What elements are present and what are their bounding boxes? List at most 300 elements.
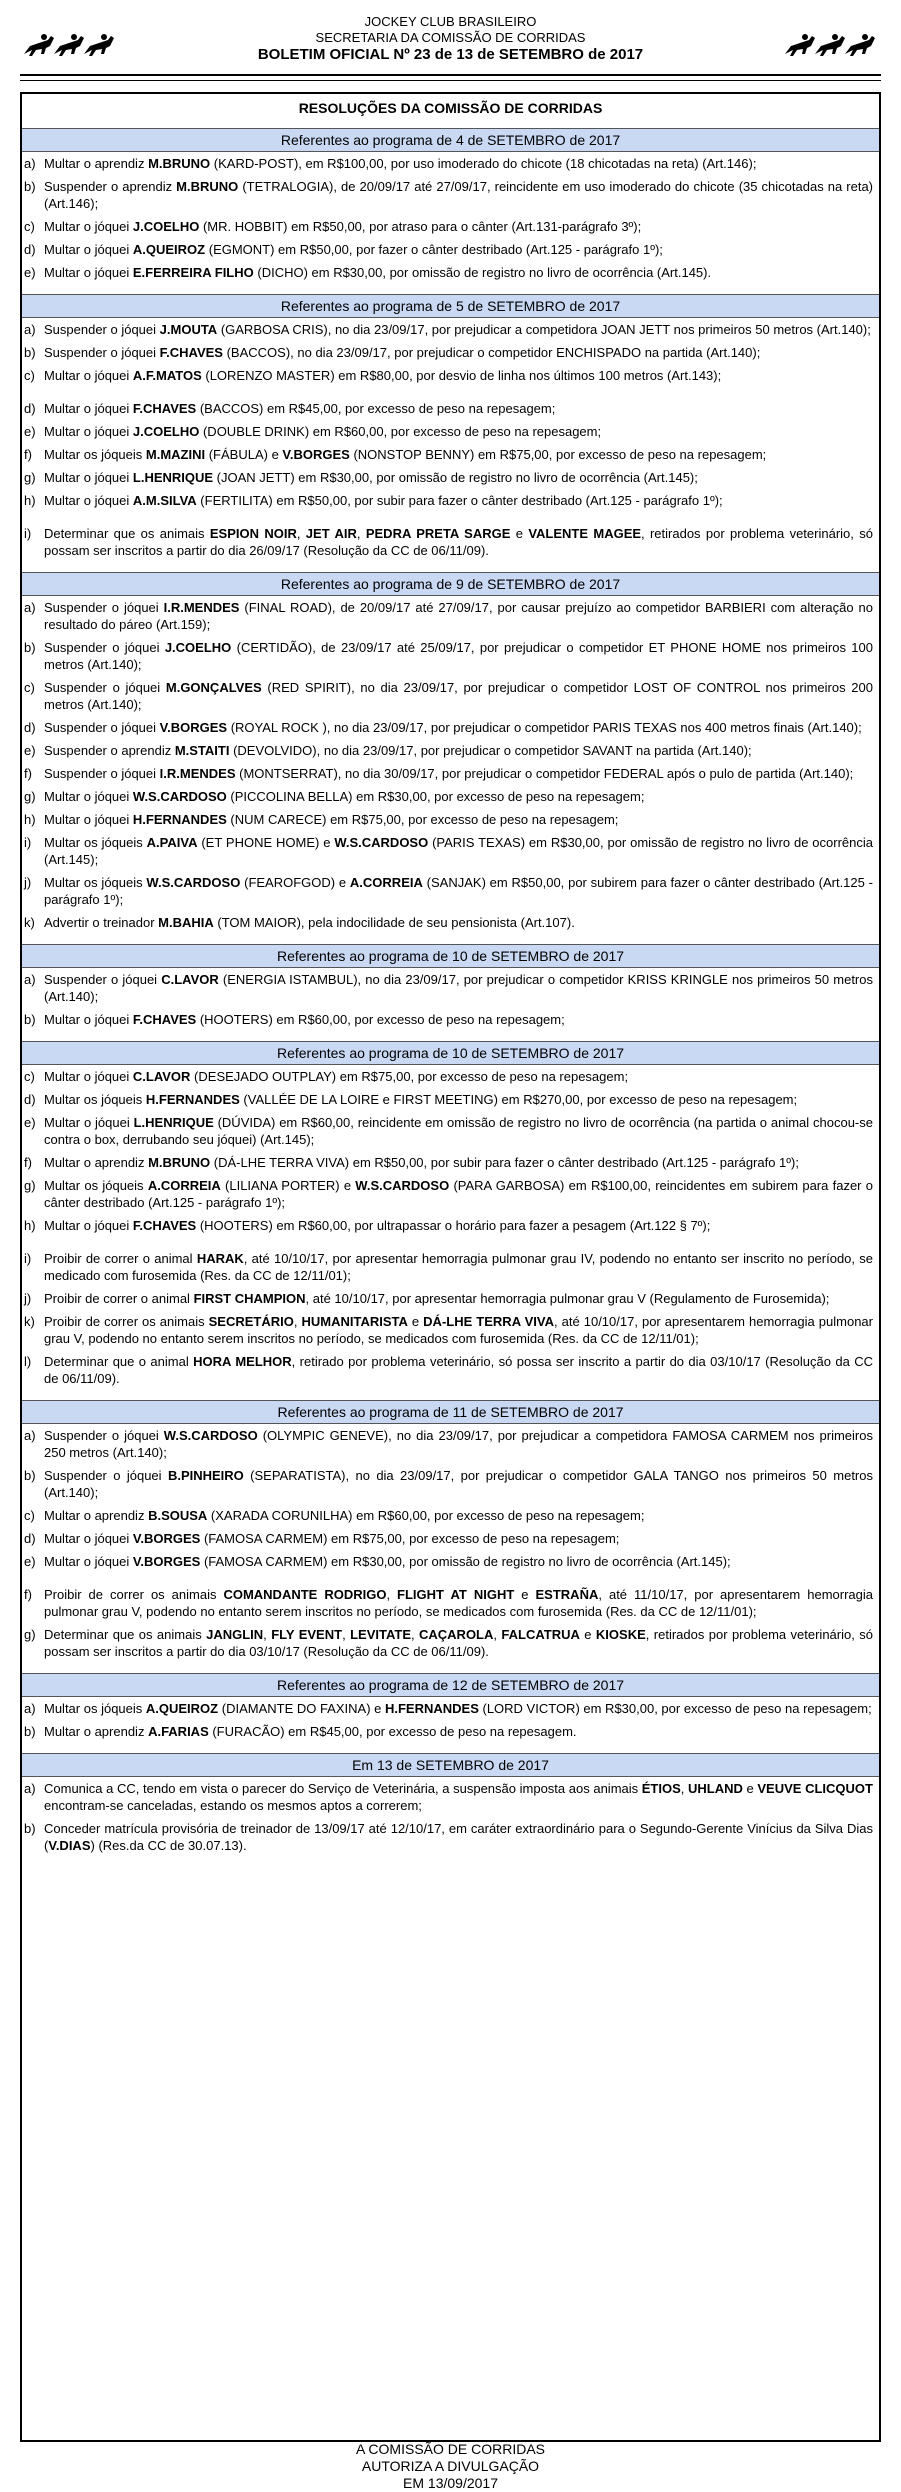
- highlighted-name: A.CORREIA: [147, 1178, 221, 1193]
- item-spacer: [22, 1237, 879, 1247]
- highlighted-name: W.S.CARDOSO: [334, 835, 429, 850]
- text-run: (DIAMANTE DO FAXINA) e: [218, 1701, 385, 1716]
- item-text: [44, 811, 873, 828]
- resolution-item: [22, 831, 879, 871]
- resolution-item: [22, 1720, 879, 1743]
- highlighted-name: B.SOUSA: [148, 1508, 208, 1523]
- resolution-item: [22, 1697, 879, 1720]
- highlighted-name: FLIGHT AT NIGHT: [397, 1587, 515, 1602]
- text-run: encontram-se canceladas, estando os mesmos aptos a correrem;: [44, 1798, 422, 1813]
- text-run: (TOM MAIOR), pela indocilidade de seu pensionista (Art.107).: [213, 915, 575, 930]
- resolution-item: [22, 1424, 879, 1464]
- text-run: (FAMOSA CARMEM) em R$30,00, por omissão de registro no livro de ocorrência (Art.145);: [200, 1554, 731, 1569]
- text-run: (HOOTERS) em R$60,00, por ultrapassar o horário para fazer a pesagem (Art.122 § 7º);: [196, 1218, 711, 1233]
- item-label: f): [24, 1587, 32, 1602]
- text-run: (MR. HOBBIT) em R$50,00, por atraso para o cânter (Art.131-parágrafo 3º);: [199, 219, 642, 234]
- item-text: [44, 367, 873, 384]
- item-text: [44, 1177, 873, 1211]
- item-text: [44, 834, 873, 868]
- item-text: [44, 446, 873, 463]
- text-run: e: [742, 1781, 758, 1796]
- org-name: JOCKEY CLUB BRASILEIRO: [364, 14, 537, 29]
- text-run: ,: [356, 526, 366, 541]
- highlighted-name: V.BORGES: [132, 1554, 201, 1569]
- resolution-item: [22, 871, 879, 911]
- footer-line-3: EM 13/09/2017: [403, 2475, 498, 2491]
- highlighted-name: SECRETÁRIO: [208, 1314, 294, 1329]
- resolution-item: [22, 261, 879, 284]
- text-run: Multar o aprendiz: [44, 1508, 149, 1523]
- resolution-item: [22, 676, 879, 716]
- highlighted-name: M.BRUNO: [176, 179, 239, 194]
- text-run: Suspender o jóquei: [44, 972, 162, 987]
- header-divider: [20, 74, 881, 76]
- item-text: [44, 469, 873, 486]
- highlighted-name: C.LAVOR: [161, 972, 219, 987]
- text-run: e: [510, 526, 529, 541]
- item-label: a): [24, 322, 36, 337]
- item-label: c): [24, 680, 35, 695]
- text-run: ,: [293, 1314, 302, 1329]
- item-text: [44, 1467, 873, 1501]
- text-run: Multar o aprendiz: [44, 156, 149, 171]
- item-label: b): [24, 1468, 36, 1483]
- text-run: , retirado por problema veterinário, só possa ser inscrito a partir do dia 03/10/17 (Resolução da CC de 06/11/09).: [44, 1354, 873, 1386]
- item-label: k): [24, 1314, 35, 1329]
- resolution-item: [22, 968, 879, 1008]
- item-label: d): [24, 1531, 36, 1546]
- text-run: Advertir o treinador: [44, 915, 159, 930]
- resolution-item: [22, 1088, 879, 1111]
- item-label: g): [24, 1178, 36, 1193]
- text-run: e: [407, 1314, 424, 1329]
- text-run: (RED SPIRIT), no dia 23/09/17, por prejudicar o competidor LOST OF CONTROL nos primeiros 200 metros (Art.140);: [44, 680, 873, 712]
- sections-list: [22, 128, 879, 1857]
- text-run: Multar o jóquei: [44, 1069, 133, 1084]
- text-run: Proibir de correr os animais: [44, 1314, 209, 1329]
- resolution-item: [22, 762, 879, 785]
- item-text: [44, 344, 873, 361]
- item-text: [44, 1530, 873, 1547]
- highlighted-name: LEVITATE: [350, 1627, 411, 1642]
- item-label: j): [24, 1291, 32, 1306]
- item-label: e): [24, 1554, 36, 1569]
- item-text: [44, 788, 873, 805]
- resolution-item: [22, 1247, 879, 1287]
- section-header: Referentes ao programa de 12 de SETEMBRO de 2017: [22, 1673, 879, 1697]
- highlighted-name: DÁ-LHE TERRA VIVA: [423, 1314, 554, 1329]
- resolution-item: [22, 1817, 879, 1857]
- resolution-item: [22, 397, 879, 420]
- resolution-item: [22, 238, 879, 261]
- text-run: (ROYAL ROCK ), no dia 23/09/17, por prejudicar o competidor PARIS TEXAS nos 400 metros finais (Art.140);: [227, 720, 862, 735]
- text-run: Determinar que os animais: [44, 1627, 207, 1642]
- resolution-item: [22, 215, 879, 238]
- resolution-item: [22, 1111, 879, 1151]
- text-run: (SEPARATISTA), no dia 23/09/17, por prejudicar o competidor GALA TANGO nos primeiros 50 metros (Art.140);: [44, 1468, 873, 1500]
- text-run: Suspender o jóquei: [44, 1428, 164, 1443]
- item-label: c): [24, 368, 35, 383]
- item-text: [44, 1217, 873, 1234]
- text-run: (MONTSERRAT), no dia 30/09/17, por prejudicar o competidor FEDERAL após o pulo de partida (Art.140);: [235, 766, 854, 781]
- highlighted-name: J.COELHO: [164, 640, 232, 655]
- highlighted-name: M.MAZINI: [145, 447, 206, 462]
- text-run: (XARADA CORUNILHA) em R$60,00, por excesso de peso na repesagem;: [207, 1508, 645, 1523]
- item-label: i): [24, 835, 32, 850]
- text-run: (GARBOSA CRIS), no dia 23/09/17, por prejudicar a competidora JOAN JETT nos primeiros 50 metros (Art.140);: [217, 322, 871, 337]
- item-label: a): [24, 1781, 36, 1796]
- resolution-item: [22, 443, 879, 466]
- item-text: [44, 1250, 873, 1284]
- highlighted-name: M.BRUNO: [148, 1155, 211, 1170]
- item-label: b): [24, 1012, 36, 1027]
- text-run: Multar o jóquei: [44, 1115, 134, 1130]
- highlighted-name: A.M.SILVA: [132, 493, 197, 508]
- resolution-item: [22, 1151, 879, 1174]
- highlighted-name: J.COELHO: [132, 219, 200, 234]
- highlighted-name: COMANDANTE RODRIGO: [223, 1587, 387, 1602]
- bulletin-header: [20, 14, 881, 72]
- highlighted-name: B.PINHEIRO: [167, 1468, 244, 1483]
- authorization-footer: [0, 2441, 901, 2492]
- item-text: [44, 1427, 873, 1461]
- resolution-item: [22, 1583, 879, 1623]
- item-label: f): [24, 1155, 32, 1170]
- text-run: Multar os jóqueis: [44, 875, 147, 890]
- item-label: d): [24, 242, 36, 257]
- text-run: , até 10/10/17, por apresentarem hemorragia pulmonar grau V, podendo no entanto serem inscritos no período, se medicados com furosemida (Res. da CC de 12/11/01);: [44, 1314, 873, 1346]
- item-label: a): [24, 156, 36, 171]
- text-run: Comunica a CC, tendo em vista o parecer do Serviço de Veterinária, a suspensão imposta aos animais: [44, 1781, 642, 1796]
- highlighted-name: A.PAIVA: [146, 835, 198, 850]
- item-label: g): [24, 1627, 36, 1642]
- resolution-item: [22, 785, 879, 808]
- item-text: [44, 1114, 873, 1148]
- highlighted-name: H.FERNANDES: [132, 812, 227, 827]
- highlighted-name: ESTRAÑA: [535, 1587, 599, 1602]
- text-run: Proibir de correr o animal: [44, 1251, 197, 1266]
- text-run: Multar o jóquei: [44, 1218, 133, 1233]
- item-label: h): [24, 812, 36, 827]
- highlighted-name: F.CHAVES: [132, 401, 197, 416]
- item-text: [44, 241, 873, 258]
- text-run: ,: [410, 1627, 419, 1642]
- item-text: [44, 1626, 873, 1660]
- text-run: (FINAL ROAD), de 20/09/17 até 27/09/17, por causar prejuízo ao competidor BARBIERI com alteração no resultado do páreo (Art.159);: [44, 600, 873, 632]
- resolution-item: [22, 1527, 879, 1550]
- item-text: [44, 264, 873, 281]
- highlighted-name: L.HENRIQUE: [132, 470, 214, 485]
- text-run: (BACCOS) em R$45,00, por excesso de peso na repesagem;: [196, 401, 556, 416]
- resolution-item: [22, 1287, 879, 1310]
- text-run: ,: [493, 1627, 502, 1642]
- resolution-item: [22, 1623, 879, 1663]
- text-run: (LORD VICTOR) em R$30,00, por excesso de peso na repesagem;: [478, 1701, 872, 1716]
- text-run: (VALLÉE DE LA LOIRE e FIRST MEETING) em R$270,00, por excesso de peso na repesagem;: [239, 1092, 798, 1107]
- text-run: Multar o jóquei: [44, 1554, 133, 1569]
- highlighted-name: L.HENRIQUE: [133, 1115, 214, 1130]
- text-run: , até 11/10/17, por apresentarem hemorragia pulmonar grau V, podendo no entanto serem inscritos no período, se medicados com furosemida (Res. da CC de 12/11/01);: [44, 1587, 873, 1619]
- resolution-item: [22, 596, 879, 636]
- item-text: [44, 639, 873, 673]
- text-run: Multar o jóquei: [44, 368, 133, 383]
- highlighted-name: I.R.MENDES: [163, 600, 240, 615]
- highlighted-name: HUMANITARISTA: [301, 1314, 408, 1329]
- resolution-item: [22, 175, 879, 215]
- text-run: Multar o jóquei: [44, 493, 133, 508]
- text-run: Suspender o jóquei: [44, 322, 160, 337]
- header-text: [20, 14, 881, 64]
- item-text: [44, 914, 873, 931]
- text-run: e: [579, 1627, 596, 1642]
- text-run: Multar o jóquei: [44, 1531, 133, 1546]
- text-run: Multar o jóquei: [44, 401, 133, 416]
- highlighted-name: H.FERNANDES: [145, 1092, 240, 1107]
- section-header: Em 13 de SETEMBRO de 2017: [22, 1753, 879, 1777]
- highlighted-name: FALCATRUA: [501, 1627, 580, 1642]
- text-run: Multar o aprendiz: [44, 1724, 149, 1739]
- text-run: Suspender o jóquei: [44, 680, 166, 695]
- item-label: e): [24, 424, 36, 439]
- text-run: Proibir de correr o animal: [44, 1291, 194, 1306]
- item-label: b): [24, 640, 36, 655]
- text-run: (NONSTOP BENNY) em R$75,00, por excesso de peso na repesagem;: [349, 447, 767, 462]
- text-run: Suspender o jóquei: [44, 720, 160, 735]
- text-run: (KARD-POST), em R$100,00, por uso imoderado do chicote (18 chicotadas na reta) (Art.146);: [210, 156, 757, 171]
- text-run: Multar o jóquei: [44, 265, 133, 280]
- resolution-item: [22, 1464, 879, 1504]
- text-run: Determinar que o animal: [44, 1354, 194, 1369]
- highlighted-name: F.CHAVES: [132, 1218, 197, 1233]
- resolution-item: [22, 1214, 879, 1237]
- highlighted-name: F.CHAVES: [159, 345, 223, 360]
- item-text: [44, 1723, 873, 1740]
- highlighted-name: M.STAITI: [174, 743, 230, 758]
- item-text: [44, 400, 873, 417]
- text-run: (DEVOLVIDO), no dia 23/09/17, por prejudicar o competidor SAVANT na partida (Art.140);: [229, 743, 752, 758]
- text-run: (CERTIDÃO), de 23/09/17 até 25/09/17, por prejudicar o competidor ET PHONE HOME nos primeiros 100 metros (Art.140);: [44, 640, 873, 672]
- text-run: Multar os jóqueis: [44, 447, 146, 462]
- text-run: , até 10/10/17, por apresentar hemorragia pulmonar grau V (Regulamento de Furosemida);: [305, 1291, 830, 1306]
- highlighted-name: HORA MELHOR: [193, 1354, 292, 1369]
- header-divider-thin: [20, 80, 881, 81]
- text-run: e: [514, 1587, 536, 1602]
- resolution-item: [22, 318, 879, 341]
- text-run: Multar o jóquei: [44, 789, 133, 804]
- footer-line-2: AUTORIZA A DIVULGAÇÃO: [361, 2458, 540, 2474]
- resolution-item: [22, 466, 879, 489]
- resolution-item: [22, 1504, 879, 1527]
- text-run: Suspender o aprendiz: [44, 179, 177, 194]
- item-text: [44, 492, 873, 509]
- resolution-item: [22, 739, 879, 762]
- text-run: ) (Res.da CC de 30.07.13).: [90, 1838, 247, 1853]
- highlighted-name: W.S.CARDOSO: [146, 875, 241, 890]
- text-run: Suspender o jóquei: [44, 1468, 168, 1483]
- resolutions-title: RESOLUÇÕES DA COMISSÃO DE CORRIDAS: [298, 100, 603, 116]
- text-run: (DÚVIDA) em R$60,00, reincidente em omissão de registro no livro de ocorrência (na partida o animal chocou-se contra o box, derrubando seu jóquei) (Art.145);: [44, 1115, 873, 1147]
- text-run: (DOUBLE DRINK) em R$60,00, por excesso de peso na repesagem;: [199, 424, 602, 439]
- text-run: (FÁBULA) e: [205, 447, 283, 462]
- item-text: [44, 218, 873, 235]
- item-label: c): [24, 219, 35, 234]
- item-text: [44, 1820, 873, 1854]
- item-text: [44, 525, 873, 559]
- resolution-item: [22, 1065, 879, 1088]
- highlighted-name: W.S.CARDOSO: [163, 1428, 258, 1443]
- highlighted-name: FLY EVENT: [271, 1627, 343, 1642]
- section-header: Referentes ao programa de 9 de SETEMBRO de 2017: [22, 572, 879, 596]
- highlighted-name: H.FERNANDES: [384, 1701, 479, 1716]
- text-run: Multar o aprendiz: [44, 1155, 149, 1170]
- text-run: Suspender o aprendiz: [44, 743, 175, 758]
- item-text: [44, 742, 873, 759]
- text-run: ,: [263, 1627, 272, 1642]
- item-label: c): [24, 1508, 35, 1523]
- highlighted-name: VALENTE MAGEE: [528, 526, 642, 541]
- highlighted-name: F.CHAVES: [132, 1012, 197, 1027]
- item-text: [44, 178, 873, 212]
- highlighted-name: W.S.CARDOSO: [355, 1178, 450, 1193]
- item-label: f): [24, 766, 32, 781]
- section-header: Referentes ao programa de 4 de SETEMBRO de 2017: [22, 128, 879, 152]
- highlighted-name: CAÇAROLA: [419, 1627, 494, 1642]
- text-run: ,: [342, 1627, 351, 1642]
- item-label: b): [24, 345, 36, 360]
- resolution-item: [22, 1310, 879, 1350]
- highlighted-name: M.GONÇALVES: [165, 680, 262, 695]
- text-run: , até 10/10/17, por apresentar hemorragia pulmonar grau IV, podendo no entanto ser inscrito no período, se medicado com furosemida (Res. da CC de 12/11/01);: [44, 1251, 874, 1283]
- item-label: j): [24, 875, 32, 890]
- resolution-item: [22, 911, 879, 934]
- text-run: Multar os jóqueis: [44, 1701, 146, 1716]
- text-run: (FEAROFGOD) e: [240, 875, 350, 890]
- item-text: [44, 719, 873, 736]
- highlighted-name: KIOSKE: [595, 1627, 646, 1642]
- item-text: [44, 1091, 873, 1108]
- resolution-item: [22, 364, 879, 387]
- highlighted-name: M.BAHIA: [158, 915, 214, 930]
- resolution-item: [22, 1350, 879, 1390]
- item-label: g): [24, 470, 36, 485]
- item-text: [44, 423, 873, 440]
- highlighted-name: M.BRUNO: [148, 156, 211, 171]
- resolution-item: [22, 636, 879, 676]
- highlighted-name: A.FARIAS: [148, 1724, 209, 1739]
- item-label: l): [24, 1354, 32, 1369]
- text-run: , retirados por problema veterinário, só possam ser inscritos a partir do dia 03/10/17 (Resolução da CC de 06/11/09).: [44, 1627, 873, 1659]
- highlighted-name: A.QUEIROZ: [132, 242, 206, 257]
- text-run: (PICCOLINA BELLA) em R$30,00, por excesso de peso na repesagem;: [226, 789, 645, 804]
- highlighted-name: E.FERREIRA FILHO: [132, 265, 254, 280]
- item-label: h): [24, 1218, 36, 1233]
- item-text: [44, 599, 873, 633]
- text-run: (SANJAK) em R$50,00, por subirem para fazer o cânter destribado (Art.125 - parágrafo 1º);: [44, 875, 873, 907]
- item-spacer: [22, 1573, 879, 1583]
- item-label: f): [24, 447, 32, 462]
- text-run: (ENERGIA ISTAMBUL), no dia 23/09/17, por prejudicar o competidor KRISS KRINGLE nos primeiros 50 metros (Art.140);: [44, 972, 873, 1004]
- highlighted-name: W.S.CARDOSO: [132, 789, 227, 804]
- highlighted-name: ÉTIOS: [641, 1781, 681, 1796]
- item-label: g): [24, 789, 36, 804]
- item-label: d): [24, 1092, 36, 1107]
- text-run: (TETRALOGIA), de 20/09/17 até 27/09/17, reincidente em uso imoderado do chicote (35 chicotadas na reta) (Art.146);: [44, 179, 874, 211]
- highlighted-name: J.MOUTA: [159, 322, 218, 337]
- item-text: [44, 155, 873, 172]
- text-run: ,: [386, 1587, 398, 1602]
- highlighted-name: V.BORGES: [159, 720, 228, 735]
- item-text: [44, 765, 873, 782]
- text-run: Multar o jóquei: [44, 242, 133, 257]
- text-run: (ET PHONE HOME) e: [197, 835, 335, 850]
- resolution-item: [22, 489, 879, 512]
- resolution-item: [22, 1008, 879, 1031]
- item-text: [44, 1313, 873, 1347]
- item-text: [44, 1553, 873, 1570]
- text-run: ,: [680, 1781, 689, 1796]
- item-text: [44, 1507, 873, 1524]
- resolution-item: [22, 808, 879, 831]
- item-text: [44, 1353, 873, 1387]
- text-run: Multar o jóquei: [44, 424, 133, 439]
- text-run: Suspender o jóquei: [44, 766, 160, 781]
- text-run: (NUM CARECE) em R$75,00, por excesso de peso na repesagem;: [226, 812, 619, 827]
- highlighted-name: A.CORREIA: [349, 875, 423, 890]
- highlighted-name: A.F.MATOS: [132, 368, 202, 383]
- section-header: Referentes ao programa de 5 de SETEMBRO de 2017: [22, 294, 879, 318]
- highlighted-name: V.DIAS: [48, 1838, 91, 1853]
- item-spacer: [22, 387, 879, 397]
- item-label: a): [24, 600, 36, 615]
- item-label: d): [24, 720, 36, 735]
- item-spacer: [22, 512, 879, 522]
- resolution-item: [22, 1174, 879, 1214]
- item-text: [44, 1154, 873, 1171]
- footer-line-1: A COMISSÃO DE CORRIDAS: [355, 2441, 546, 2457]
- highlighted-name: I.R.MENDES: [159, 766, 236, 781]
- text-run: (PARIS TEXAS) em R$30,00, por omissão de registro no livro de ocorrência (Art.145);: [44, 835, 873, 867]
- resolution-item: [22, 152, 879, 175]
- resolution-item: [22, 1777, 879, 1817]
- item-label: c): [24, 1069, 35, 1084]
- item-text: [44, 874, 873, 908]
- item-label: d): [24, 401, 36, 416]
- resolution-item: [22, 420, 879, 443]
- highlighted-name: PEDRA PRETA SARGE: [365, 526, 511, 541]
- resolutions-content: [22, 94, 879, 1857]
- item-text: [44, 1780, 873, 1814]
- text-run: (DICHO) em R$30,00, por omissão de registro no livro de ocorrência (Art.145).: [253, 265, 712, 280]
- text-run: Conceder matrícula provisória de treinador de 13/09/17 até 12/10/17, em caráter extraordinário para o Segundo-Gerente Vinícius da Silva Dias (: [44, 1821, 873, 1853]
- item-text: [44, 1586, 873, 1620]
- section-header: Referentes ao programa de 11 de SETEMBRO de 2017: [22, 1400, 879, 1424]
- text-run: (EGMONT) em R$50,00, por fazer o cânter destribado (Art.125 - parágrafo 1º);: [205, 242, 663, 257]
- item-label: i): [24, 526, 32, 541]
- text-run: Proibir de correr os animais: [44, 1587, 224, 1602]
- item-label: a): [24, 1701, 36, 1716]
- item-label: h): [24, 493, 36, 508]
- item-text: [44, 1068, 873, 1085]
- highlighted-name: J.COELHO: [132, 424, 200, 439]
- text-run: Multar o jóquei: [44, 470, 133, 485]
- item-label: b): [24, 179, 36, 194]
- text-run: Multar o jóquei: [44, 219, 133, 234]
- highlighted-name: HARAK: [196, 1251, 244, 1266]
- highlighted-name: A.QUEIROZ: [145, 1701, 219, 1716]
- item-label: b): [24, 1821, 36, 1836]
- item-text: [44, 321, 873, 338]
- text-run: Suspender o jóquei: [44, 345, 160, 360]
